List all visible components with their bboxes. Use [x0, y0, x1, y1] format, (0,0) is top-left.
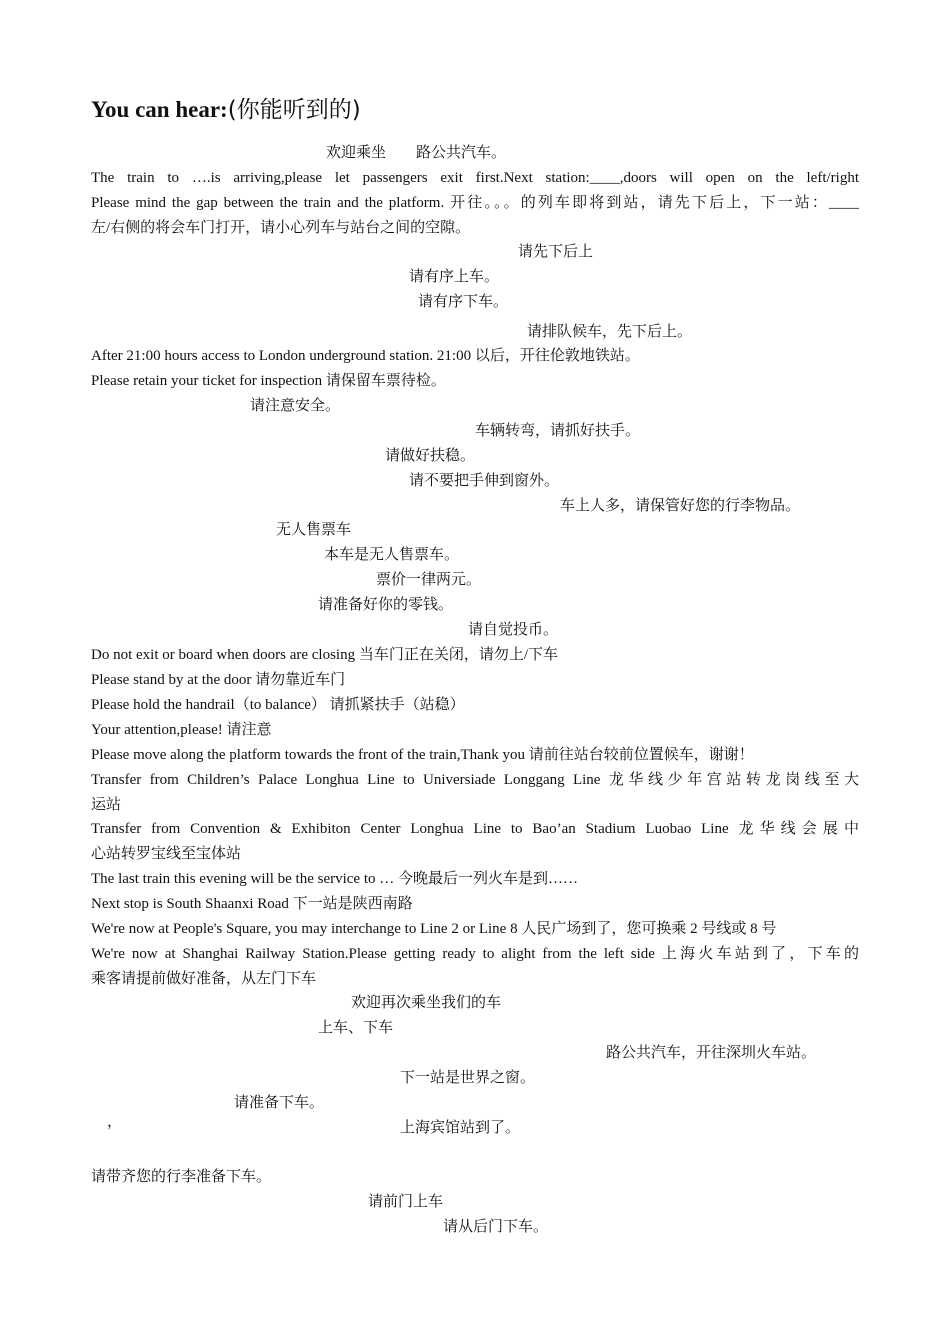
paragraph-line: 心站转罗宝线至宝体站	[91, 846, 242, 862]
paragraph-shanghai-station	[91, 942, 859, 992]
title-chinese: (你能听到的)	[227, 97, 361, 123]
line-exit-orderly: 请有序下车。	[418, 294, 509, 310]
line-fare: 票价一律两元。	[376, 572, 482, 588]
line-board-alight: 上车、下车	[318, 1020, 394, 1036]
line-unmanned-bus: 无人售票车	[276, 522, 352, 538]
paragraph-line: 运站	[91, 797, 122, 813]
paragraph-transfer-childrens-palace	[91, 768, 859, 818]
paragraph-line: The train to ….is arriving,please let passengers exit first.Next station:____,doors will open on the left/right	[91, 170, 859, 186]
page-title	[91, 90, 361, 130]
line-prepare-alight: 请准备下车。	[234, 1095, 325, 1111]
paragraph-train-arriving	[91, 166, 859, 241]
line-to-shenzhen-station: 路公共汽车，开往深圳火车站。	[606, 1045, 817, 1061]
line-stand-by-door: Please stand by at the door 请勿靠近车门	[91, 672, 346, 688]
title-english: You can hear:	[91, 97, 228, 122]
line-hold-steady: 请做好扶稳。	[385, 448, 476, 464]
line-welcome-again: 欢迎再次乘坐我们的车	[351, 995, 502, 1011]
paragraph-transfer-convention	[91, 817, 859, 867]
line-take-luggage: 请带齐您的行李准备下车。	[91, 1169, 272, 1185]
line-last-train: The last train this evening will be the service to … 今晚最后一列火车是到……	[91, 871, 579, 887]
line-prepare-change: 请准备好你的零钱。	[318, 597, 454, 613]
line-move-along: Please move along the platform towards the front of the train,Thank you 请前往站台较前位置候车，谢谢！	[91, 747, 754, 763]
paragraph-line: Please mind the gap between the train and the platform. 开往。。。的列车即将到站，请先下后上，下一站：____	[91, 195, 859, 211]
line-window-of-world: 下一站是世界之窗。	[400, 1070, 536, 1086]
line-shanghai-hotel: 上海宾馆站到了。	[400, 1120, 521, 1136]
line-retain-ticket: Please retain your ticket for inspection 请保留车票待检。	[91, 373, 446, 389]
paragraph-line: Transfer from Convention & Exhibiton Center Longhua Line to Bao’an Stadium Luobao Line 龙华线会展中	[91, 821, 859, 837]
line-luggage: 车上人多，请保管好您的行李物品。	[560, 498, 801, 514]
line-exit-first: 请先下后上	[518, 244, 594, 260]
line-london-underground: After 21:00 hours access to London underground station. 21:00 以后，开往伦敦地铁站。	[91, 348, 640, 364]
line-no-hands-out: 请不要把手伸到窗外。	[409, 473, 560, 489]
line-queue: 请排队候车，先下后上。	[527, 324, 693, 340]
line-doors-closing: Do not exit or board when doors are closing 当车门正在关闭，请勿上/下车	[91, 647, 559, 663]
line-rear-door: 请从后门下车。	[443, 1219, 549, 1235]
line-insert-coins: 请自觉投币。	[468, 622, 559, 638]
line-attention: Your attention,please! 请注意	[91, 722, 272, 738]
line-turning: 车辆转弯，请抓好扶手。	[475, 423, 641, 439]
paragraph-line: 左/右侧的将会车门打开，请小心列车与站台之间的空隙。	[91, 220, 471, 236]
line-stray-comma: ，	[107, 1114, 123, 1130]
line-safety: 请注意安全。	[250, 398, 341, 414]
paragraph-line: Transfer from Children’s Palace Longhua Line to Universiade Longgang Line 龙华线少年宫站转龙岗线至大	[91, 772, 859, 788]
line-board-orderly: 请有序上车。	[409, 269, 500, 285]
line-hold-handrail: Please hold the handrail（to balance） 请抓紧扶手（站稳）	[91, 697, 465, 713]
line-front-door: 请前门上车	[368, 1194, 444, 1210]
line-peoples-square: We're now at People's Square, you may interchange to Line 2 or Line 8 人民广场到了，您可换乘 2 号线或 8 号	[91, 921, 777, 937]
paragraph-line: We're now at Shanghai Railway Station.Please getting ready to alight from the left side 上海火车站到了，下车的	[91, 946, 859, 962]
paragraph-line: 乘客请提前做好准备，从左门下车	[91, 971, 317, 987]
line-welcome-bus: 欢迎乘坐 路公共汽车。	[326, 145, 507, 161]
line-next-stop: Next stop is South Shaanxi Road 下一站是陕西南路	[91, 896, 413, 912]
line-unmanned-notice: 本车是无人售票车。	[324, 547, 460, 563]
